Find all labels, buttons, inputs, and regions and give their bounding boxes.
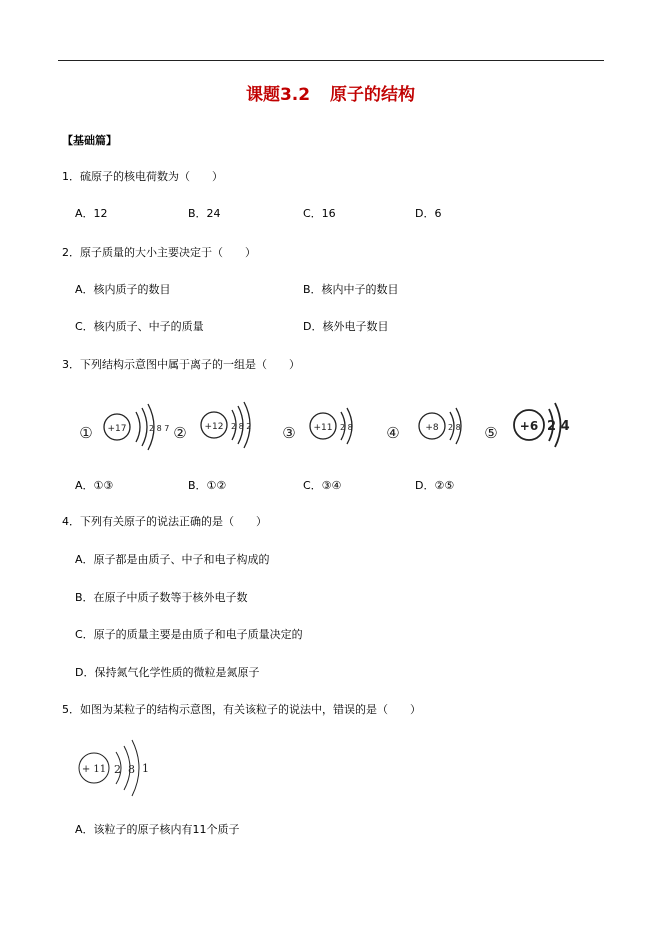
diagram-2-label: ② xyxy=(173,424,187,442)
diagram-1-shells: 2 8 7 xyxy=(149,424,170,433)
q1-stem: 1．硫原子的核电荷数为（ ） xyxy=(62,170,223,183)
diagram-4-charge: +8 xyxy=(425,423,439,433)
q4-option-a: A．原子都是由质子、中子和电子构成的 xyxy=(75,553,270,566)
q3-option-b: B．①② xyxy=(188,479,227,492)
diagram-2-shells: 2 8 2 xyxy=(231,422,252,431)
q2-stem: 2．原子质量的大小主要决定于（ ） xyxy=(62,246,256,259)
q2-option-c: C．核内质子、中子的质量 xyxy=(75,320,204,333)
q5-option-a: A．该粒子的原子核内有11个质子 xyxy=(75,823,240,836)
q4-option-c: C．原子的质量主要是由质子和电子质量决定的 xyxy=(75,628,303,641)
diagram-5-charge: +6 xyxy=(519,419,539,433)
q3-stem: 3．下列结构示意图中属于离子的一组是（ ） xyxy=(62,358,300,371)
header-rule xyxy=(58,60,604,61)
diagram-3-charge: +11 xyxy=(313,423,333,433)
q1-option-c: C．16 xyxy=(303,207,336,220)
q5-shell-1: 2 xyxy=(114,763,121,776)
q1-option-b: B．24 xyxy=(188,207,221,220)
q3-option-d: D．②⑤ xyxy=(415,479,455,492)
q4-stem: 4．下列有关原子的说法正确的是（ ） xyxy=(62,515,267,528)
diagram-2-charge: +12 xyxy=(204,422,224,432)
diagram-5-label: ⑤ xyxy=(484,424,498,442)
page-title xyxy=(0,80,661,105)
diagram-1-label: ① xyxy=(79,424,93,442)
diagram-3-shells: 2 8 xyxy=(340,423,353,432)
q4-option-d: D．保持氮气化学性质的微粒是氮原子 xyxy=(75,666,260,679)
diagram-5-shells: 2 4 xyxy=(547,419,570,434)
q2-option-d: D．核外电子数目 xyxy=(303,320,389,333)
q1-option-a: A．12 xyxy=(75,207,108,220)
diagram-4-label: ④ xyxy=(386,424,400,442)
q5-shell-3: 1 xyxy=(142,762,149,775)
title-number: 课题3.2 xyxy=(245,85,311,105)
q3-structure-diagrams xyxy=(70,398,570,462)
q2-option-b: B．核内中子的数目 xyxy=(303,283,399,296)
diagram-4-shells: 2 8 xyxy=(448,423,461,432)
q5-nucleus-charge: + 11 xyxy=(81,764,107,775)
diagram-3-label: ③ xyxy=(282,424,296,442)
q5-stem: 5．如图为某粒子的结构示意图，有关该粒子的说法中，错误的是（ ） xyxy=(62,703,421,716)
q1-option-d: D．6 xyxy=(415,207,442,220)
q5-structure-diagram xyxy=(72,736,162,802)
q3-option-c: C．③④ xyxy=(303,479,342,492)
q3-option-a: A．①③ xyxy=(75,479,114,492)
q2-option-a: A．核内质子的数目 xyxy=(75,283,171,296)
q5-shell-2: 8 xyxy=(128,763,135,776)
q4-option-b: B．在原子中质子数等于核外电子数 xyxy=(75,591,248,604)
diagram-1-charge: +17 xyxy=(107,424,127,434)
section-heading: 【基础篇】 xyxy=(62,134,117,147)
title-text: 原子的结构 xyxy=(330,85,416,105)
